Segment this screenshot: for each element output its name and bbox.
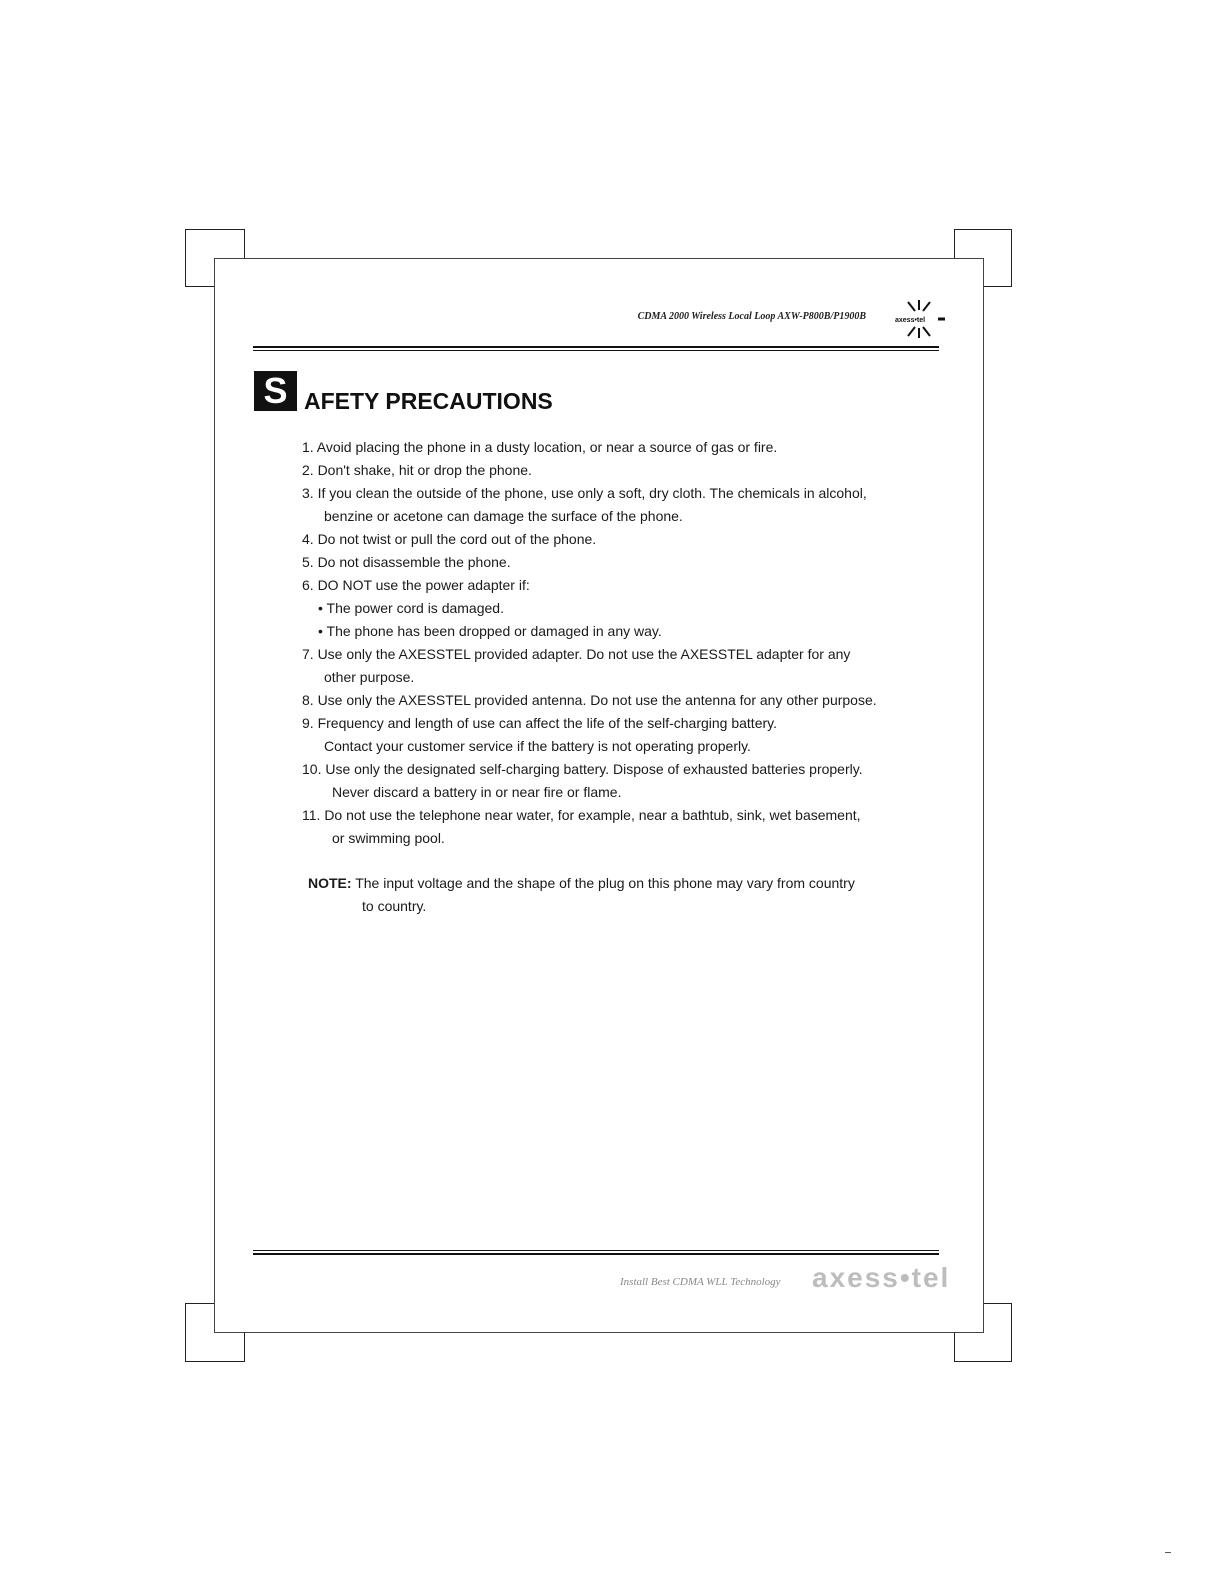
note-block [308,872,855,918]
note-text: The input voltage and the shape of the plug on this phone may vary from country [351,875,855,891]
footer-logo: axess•tel [812,1262,951,1293]
page-title: AFETY PRECAUTIONS [304,388,553,414]
list-item: 7. Use only the AXESSTEL provided adapter. Do not use the AXESSTEL adapter for any [302,646,851,662]
page-mark [1165,1552,1171,1553]
list-item: 11. Do not use the telephone near water, for example, near a bathtub, sink, wet basement, [302,807,861,823]
list-item: 1. Avoid placing the phone in a dusty location, or near a source of gas or fire. [302,439,778,455]
list-item: 6. DO NOT use the power adapter if: [302,577,530,593]
list-item-continuation: other purpose. [324,669,415,685]
footer-rule [253,1250,939,1255]
note-label: NOTE: [308,875,352,891]
list-item-continuation: Never discard a battery in or near fire or flame. [332,784,622,800]
header-logo-text: axess•tel [895,317,926,324]
header-model-line: CDMA 2000 Wireless Local Loop AXW-P800B/P1900B [637,311,866,322]
header-rule [253,346,939,351]
list-item: 2. Don't shake, hit or drop the phone. [302,462,532,478]
list-item: 4. Do not twist or pull the cord out of the phone. [302,531,597,547]
list-item-continuation: or swimming pool. [332,830,445,846]
list-item: 8. Use only the AXESSTEL provided antenna. Do not use the antenna for any other purpose. [302,692,877,708]
list-item-continuation: benzine or acetone can damage the surface of the phone. [324,508,683,524]
precautions-list [302,436,952,850]
title-initial: S [254,371,297,411]
list-item: 9. Frequency and length of use can affect the life of the self-charging battery. [302,715,777,731]
axesstel-starburst-logo [892,298,946,340]
bullet-item: • The phone has been dropped or damaged in any way. [318,623,662,639]
note-continuation: to country. [362,898,427,914]
list-item: 5. Do not disassemble the phone. [302,554,511,570]
list-item-continuation: Contact your customer service if the battery is not operating properly. [324,738,751,754]
list-item: 3. If you clean the outside of the phone, use only a soft, dry cloth. The chemicals in alcohol, [302,485,867,501]
list-item: 10. Use only the designated self-charging battery. Dispose of exhausted batteries properly. [302,761,863,777]
bullet-item: • The power cord is damaged. [318,600,504,616]
footer-tagline: Install Best CDMA WLL Technology [620,1276,781,1288]
